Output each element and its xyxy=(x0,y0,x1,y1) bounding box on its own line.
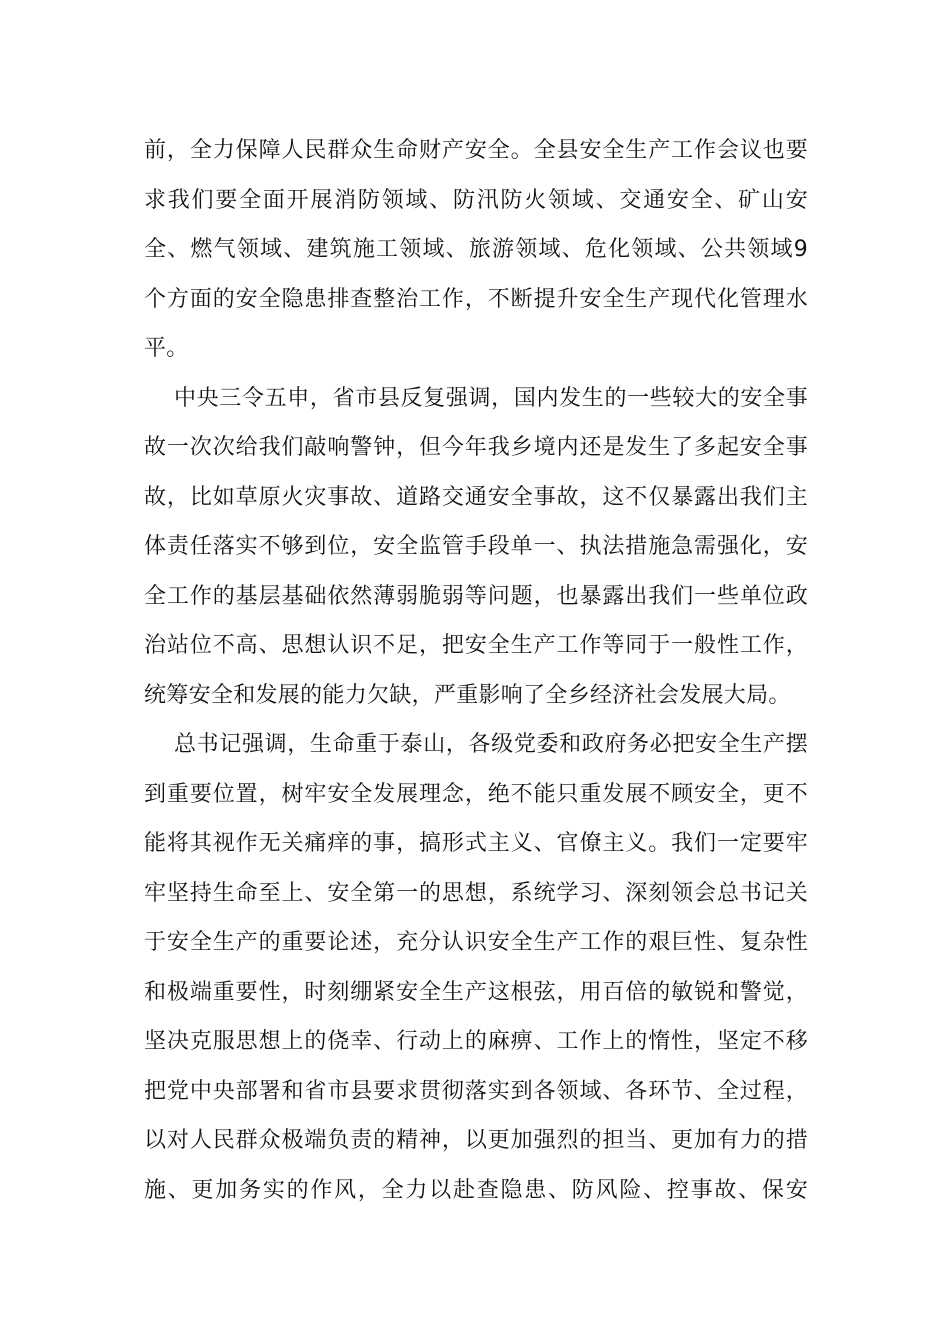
text-line: 牢坚持生命至上、安全第一的思想，系统学习、深刻领会总书记关 xyxy=(144,880,808,906)
text-line: 治站位不高、思想认识不足，把安全生产工作等同于一般性工作， xyxy=(144,633,808,658)
paragraph-1 xyxy=(144,126,808,374)
text-line: 坚决克服思想上的侥幸、行动上的麻痹、工作上的惰性，坚定不移 xyxy=(144,1029,808,1054)
paragraph-3 xyxy=(144,720,808,1215)
text-line: 全工作的基层基础依然薄弱脆弱等问题，也暴露出我们一些单位政 xyxy=(144,583,808,609)
text-line: 个方面的安全隐患排查整治工作，不断提升安全生产现代化管理水 xyxy=(144,286,808,312)
text-line: 以对人民群众极端负责的精神，以更加强烈的担当、更加有力的措 xyxy=(144,1128,808,1153)
text-line: 于安全生产的重要论述，充分认识安全生产工作的艰巨性、复杂性 xyxy=(144,930,808,955)
text-line: 总书记强调，生命重于泰山，各级党委和政府务必把安全生产摆 xyxy=(174,732,808,757)
text-line: 体责任落实不够到位，安全监管手段单一、执法措施急需强化，安 xyxy=(144,534,808,559)
text-line: 把党中央部署和省市县要求贯彻落实到各领域、各环节、全过程， xyxy=(144,1078,808,1104)
text-line: 全、燃气领域、建筑施工领域、旅游领域、危化领域、公共领域9 xyxy=(144,237,808,262)
text-line: 前，全力保障人民群众生命财产安全。全县安全生产工作会议也要 xyxy=(144,138,808,163)
paragraph-2 xyxy=(144,374,808,721)
text-line: 平。 xyxy=(144,336,189,361)
text-line: 能将其视作无关痛痒的事，搞形式主义、官僚主义。我们一定要牢 xyxy=(144,831,808,856)
text-line: 和极端重要性，时刻绷紧安全生产这根弦，用百倍的敏锐和警觉， xyxy=(144,979,808,1005)
text-line: 到重要位置，树牢安全发展理念，绝不能只重发展不顾安全，更不 xyxy=(144,781,808,807)
text-line: 故，比如草原火灾事故、道路交通安全事故，这不仅暴露出我们主 xyxy=(144,484,808,510)
document-body xyxy=(144,126,808,1215)
text-line: 统筹安全和发展的能力欠缺，严重影响了全乡经济社会发展大局。 xyxy=(144,682,791,708)
text-line: 求我们要全面开展消防领域、防汛防火领域、交通安全、矿山安 xyxy=(144,187,808,213)
text-line: 中央三令五申，省市县反复强调，国内发生的一些较大的安全事 xyxy=(174,385,808,411)
text-line: 故一次次给我们敲响警钟，但今年我乡境内还是发生了多起安全事 xyxy=(144,435,808,460)
text-line: 施、更加务实的作风，全力以赴查隐患、防风险、控事故、保安 xyxy=(144,1177,808,1203)
